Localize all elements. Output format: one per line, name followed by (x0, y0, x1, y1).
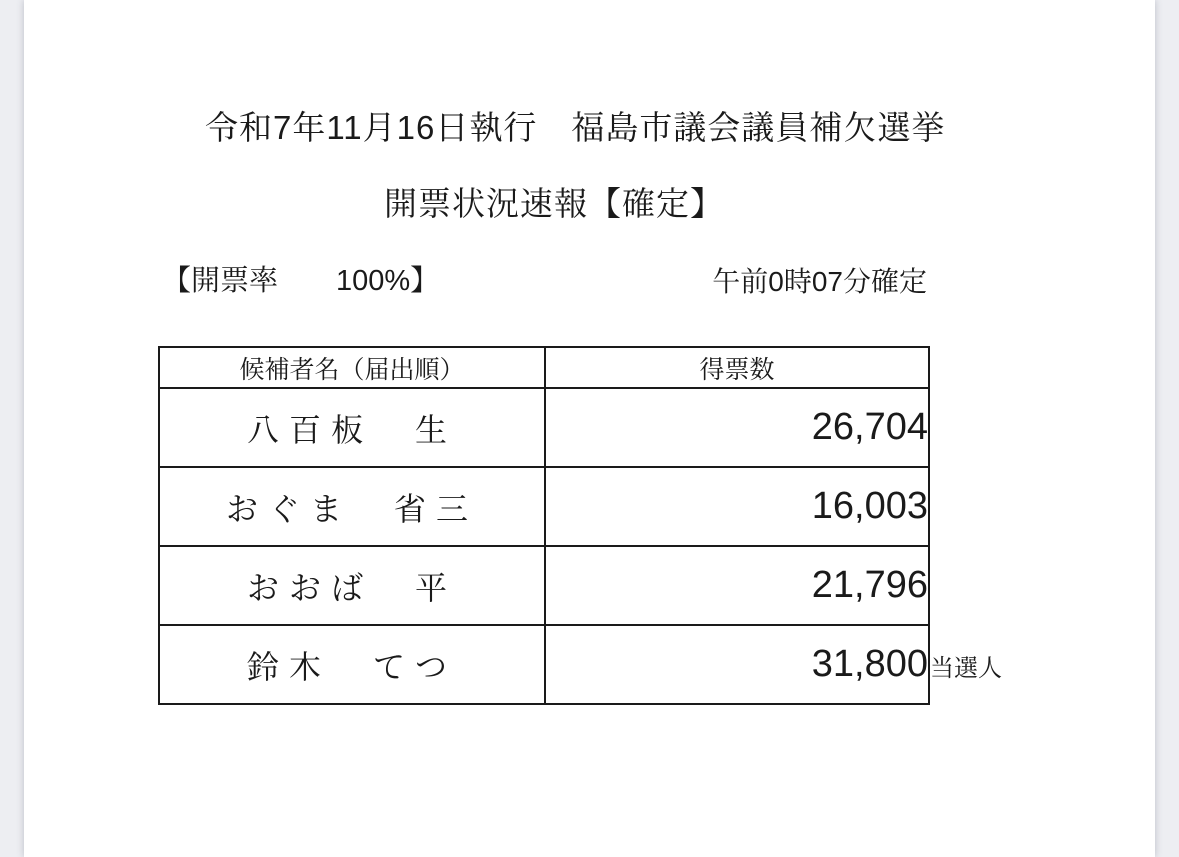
vote-count: 31,800 (545, 625, 929, 704)
winner-badge: 当選人 (930, 655, 1002, 682)
table-row (159, 388, 929, 467)
column-header-votes: 得票数 (545, 347, 929, 388)
candidate-name: おぐま 省三 (159, 467, 545, 546)
confirmed-time-label: 午前0時07分確定 (712, 266, 927, 297)
vote-count: 26,704 (545, 388, 929, 467)
table-row (159, 546, 929, 625)
column-header-candidate: 候補者名（届出順） (159, 347, 545, 388)
candidate-name: 八百板 生 (159, 388, 545, 467)
table-row (159, 625, 929, 704)
candidate-name: おおば 平 (159, 546, 545, 625)
candidate-name: 鈴木 てつ (159, 625, 545, 704)
document-title: 令和7年11月16日執行 福島市議会議員補欠選挙 (205, 109, 946, 146)
document-page (24, 0, 1155, 857)
table-row (159, 467, 929, 546)
results-table (158, 346, 930, 705)
vote-count: 21,796 (545, 546, 929, 625)
document-subtitle: 開票状況速報【確定】 (384, 185, 724, 222)
vote-count: 16,003 (545, 467, 929, 546)
turnout-rate-label: 【開票率 100%】 (162, 265, 440, 297)
table-header-row (159, 347, 929, 388)
